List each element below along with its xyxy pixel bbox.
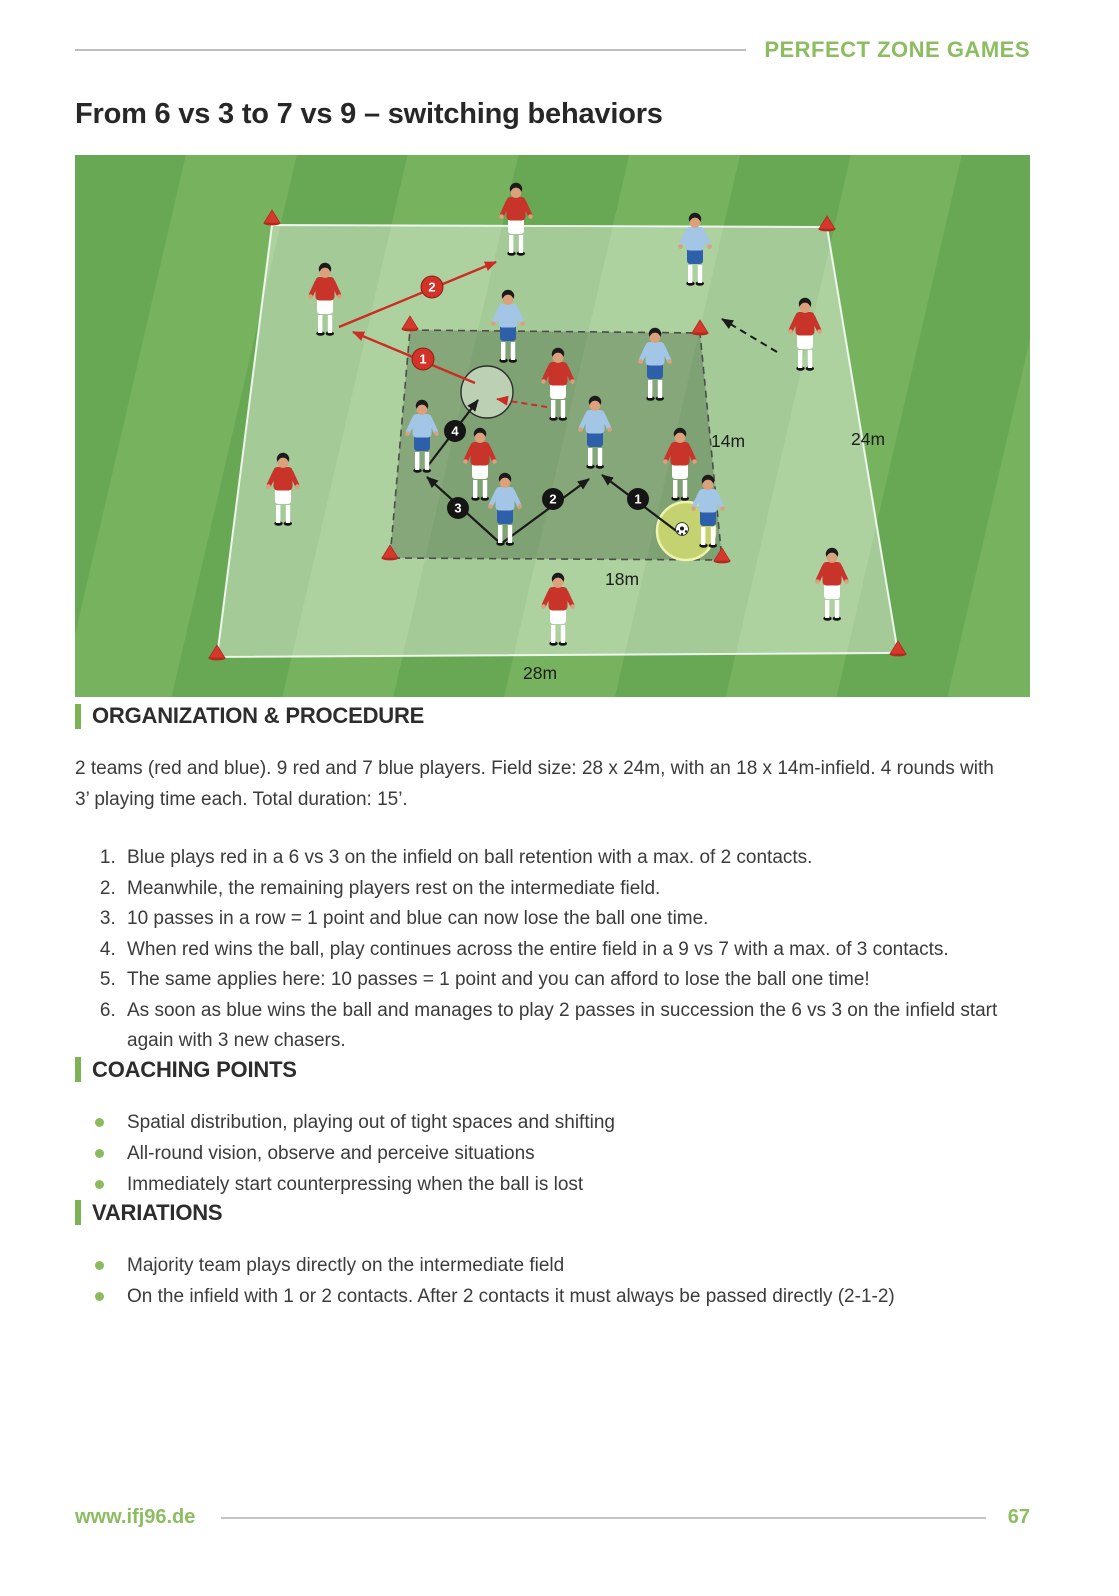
svg-text:1: 1 <box>419 351 427 367</box>
ball <box>676 523 689 536</box>
cone <box>819 216 836 231</box>
organization-intro: 2 teams (red and blue). 9 red and 7 blue players. Field size: 28 x 24m, with an 18 x 14m-infield. 4 rounds with 3’ playing time each. Total duration: 15’. <box>75 758 994 810</box>
heading-accent-bar <box>75 1057 81 1082</box>
blue-pass-badge-3 <box>447 497 469 519</box>
blue-pass-badge-4 <box>444 420 466 442</box>
section-heading-coaching <box>75 1057 1035 1083</box>
heading-accent-bar <box>75 704 81 729</box>
svg-text:2: 2 <box>428 279 436 295</box>
interception-zoom-circle <box>461 366 513 418</box>
svg-text:3: 3 <box>454 500 462 516</box>
drill-diagram-svg <box>75 155 1030 697</box>
procedure-step: 6. As soon as blue wins the ball and manages to play 2 passes in succession the 6 vs 3 on the infield start again with 3 new chasers. <box>121 996 1035 1057</box>
section-heading-organization <box>75 703 1035 729</box>
label-field-width: 24m <box>851 429 886 449</box>
page-title: From 6 vs 3 to 7 vs 9 – switching behaviors <box>75 98 663 130</box>
footer-rule <box>221 1517 985 1519</box>
section-heading-variations <box>75 1200 1035 1226</box>
label-infield-width: 14m <box>711 431 746 451</box>
blue-pass-badge-2 <box>542 488 564 510</box>
page-content <box>75 703 1035 1312</box>
heading-accent-bar <box>75 1200 81 1225</box>
red-pass-badge-1 <box>412 348 434 370</box>
svg-text:1: 1 <box>634 491 642 507</box>
footer-url: www.ifj96.de <box>75 1506 196 1528</box>
label-field-length: 28m <box>523 663 558 683</box>
organization-heading-text: ORGANIZATION & PROCEDURE <box>92 703 425 728</box>
procedure-step: 1. Blue plays red in a 6 vs 3 on the infield on ball retention with a max. of 2 contacts. <box>121 843 1035 874</box>
cone <box>264 210 281 225</box>
blue-pass-badge-1 <box>627 488 649 510</box>
svg-text:4: 4 <box>451 423 459 439</box>
procedure-step: 5. The same applies here: 10 passes = 1 point and you can afford to lose the ball one time! <box>121 965 1035 996</box>
coaching-points-list <box>75 1107 1035 1200</box>
variations-list <box>75 1250 1035 1312</box>
drill-diagram <box>75 155 1030 697</box>
variation-item: Majority team plays directly on the intermediate field <box>121 1250 1035 1281</box>
svg-text:2: 2 <box>549 491 557 507</box>
page-header <box>75 36 1030 64</box>
page-footer <box>75 1506 1030 1529</box>
coaching-point: All-round vision, observe and perceive situations <box>121 1138 1035 1169</box>
red-pass-badge-2 <box>421 276 443 298</box>
coaching-point: Immediately start counterpressing when the ball is lost <box>121 1169 1035 1200</box>
procedure-step: 3. 10 passes in a row = 1 point and blue can now lose the ball one time. <box>121 904 1035 935</box>
coaching-heading-text: COACHING POINTS <box>92 1056 297 1082</box>
coaching-point: Spatial distribution, playing out of tight spaces and shifting <box>121 1107 1035 1138</box>
variations-heading-text: VARIATIONS <box>92 1199 223 1225</box>
label-infield-length: 18m <box>605 569 640 589</box>
procedure-step: 2. Meanwhile, the remaining players rest on the intermediate field. <box>121 874 1035 905</box>
header-title: PERFECT ZONE GAMES <box>764 37 1030 62</box>
procedure-step: 4. When red wins the ball, play continues across the entire field in a 9 vs 7 with a max. of 3 contacts. <box>121 935 1035 966</box>
variation-item: On the infield with 1 or 2 contacts. After 2 contacts it must always be passed directly (2-1-2) <box>121 1281 1035 1312</box>
header-rule <box>75 49 746 51</box>
procedure-steps <box>75 843 1035 1057</box>
page-number: 67 <box>1007 1506 1030 1528</box>
